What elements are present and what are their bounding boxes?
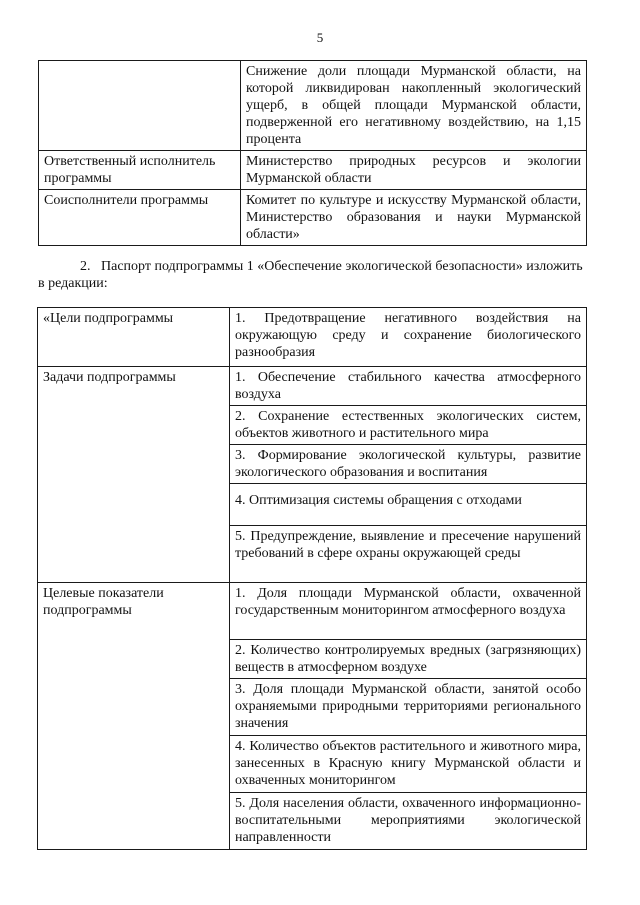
row-content: 3. Формирование экологической культуры, развитие экологического образования и воспитания [230, 445, 587, 484]
row-content: Комитет по культуре и искусству Мурманской области, Министерство образования и науки Мурманской области» [241, 190, 587, 246]
row-label: Ответственный исполнитель программы [39, 151, 241, 190]
paragraph-text: Паспорт подпрограммы 1 «Обеспечение экологической безопасности» изложить в редакции: [38, 259, 583, 291]
row-content: 1. Предотвращение негативного воздействия на окружающую среду и сохранение биологического разнообразия [230, 308, 587, 367]
row-content: 5. Доля населения области, охваченного информационно-воспитательными мероприятиями экологической направленности [230, 793, 587, 850]
table-row [39, 151, 587, 190]
row-content: 1. Обеспечение стабильного качества атмосферного воздуха [230, 367, 587, 406]
row-content: 4. Количество объектов растительного и животного мира, занесенных в Красную книгу Мурманской области и охваченных мониторингом [230, 736, 587, 793]
row-label: Задачи подпрограммы [38, 367, 230, 583]
table-row [38, 308, 587, 367]
row-content: 2. Сохранение естественных экологических систем, объектов животного и растительного мира [230, 406, 587, 445]
table-row [38, 367, 587, 406]
amendment-paragraph [38, 258, 586, 292]
table-row [39, 190, 587, 246]
row-label: «Цели подпрограммы [38, 308, 230, 367]
table-row [39, 61, 587, 151]
page-number: 5 [316, 30, 324, 45]
row-content: 4. Оптимизация системы обращения с отходами [230, 484, 587, 526]
program-passport-table [38, 60, 587, 246]
row-content: 2. Количество контролируемых вредных (загрязняющих) веществ в атмосферном воздухе [230, 640, 587, 679]
row-content: 5. Предупреждение, выявление и пресечение нарушений требований в сфере охраны окружающей среды [230, 526, 587, 583]
row-content: 3. Доля площади Мурманской области, занятой особо охраняемыми природными территориями регионального значения [230, 679, 587, 736]
row-label [39, 61, 241, 151]
row-label: Соисполнители программы [39, 190, 241, 246]
paragraph-number: 2. [80, 259, 91, 274]
row-label: Целевые показатели подпрограммы [38, 583, 230, 850]
row-content: 1. Доля площади Мурманской области, охваченной государственным мониторингом атмосферного воздуха [230, 583, 587, 640]
row-content: Снижение доли площади Мурманской области, на которой ликвидирован накопленный экологический ущерб, в общей площади Мурманской области, подверженной его негативному воздействию, на 1,15 процента [241, 61, 587, 151]
table-row [38, 583, 587, 640]
row-content: Министерство природных ресурсов и экологии Мурманской области [241, 151, 587, 190]
subprogram-passport-table [37, 307, 587, 850]
